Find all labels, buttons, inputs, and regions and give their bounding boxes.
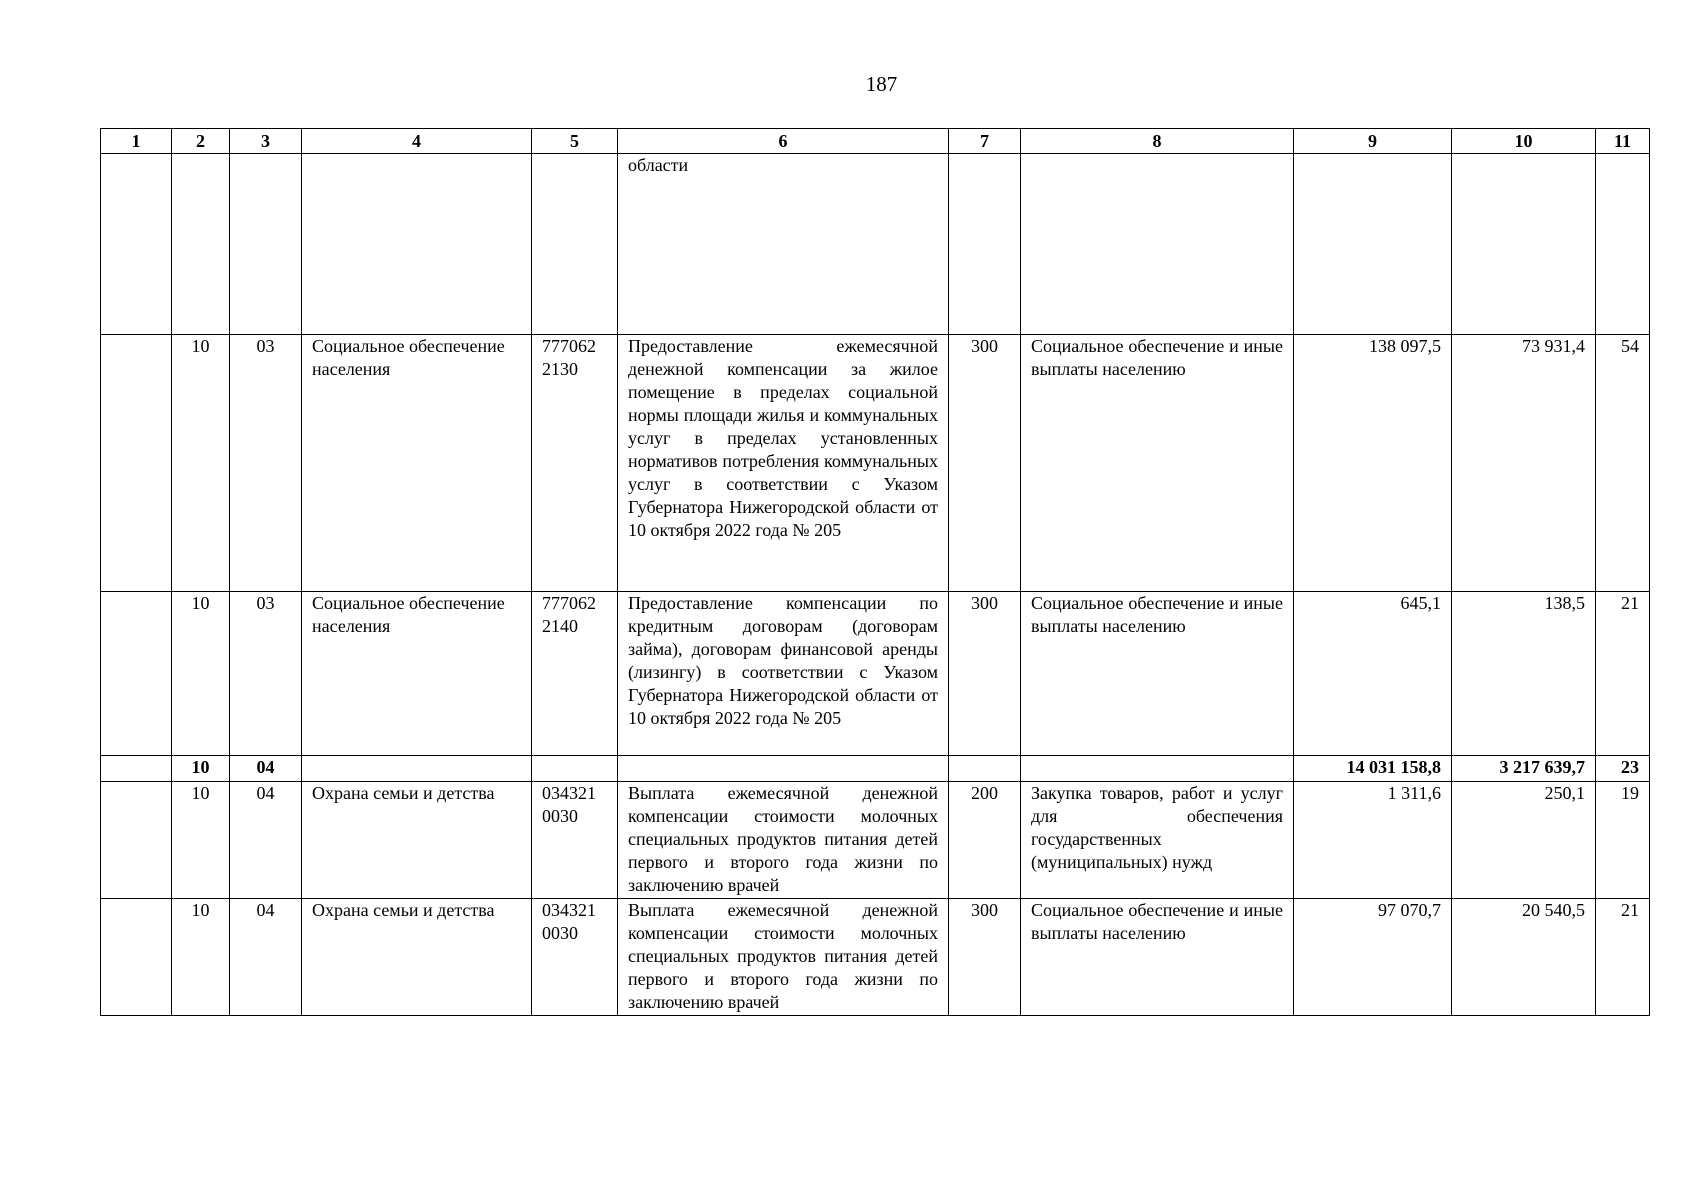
- cell-target-code: [532, 592, 618, 756]
- cell-expense-type-name: [1021, 154, 1294, 335]
- cell-target-code: [532, 782, 618, 899]
- target-code-part1: 777062: [542, 336, 596, 356]
- cell-expense-type-code: 300: [949, 592, 1021, 756]
- cell-subsection: 03: [230, 592, 302, 756]
- cell-expense-type-name: Социальное обеспечение и иные выплаты населению: [1021, 592, 1294, 756]
- cell-amount-plan: 138 097,5: [1294, 335, 1452, 592]
- cell-amount-actual: 250,1: [1452, 782, 1596, 899]
- column-header-11: 11: [1596, 129, 1650, 154]
- column-header-8: 8: [1021, 129, 1294, 154]
- cell-expense-type-name: Социальное обеспечение и иные выплаты населению: [1021, 899, 1294, 1016]
- column-header-3: 3: [230, 129, 302, 154]
- cell-amount-plan: [1294, 154, 1452, 335]
- table-row: [101, 782, 1650, 899]
- column-header-10: 10: [1452, 129, 1596, 154]
- cell-amount-actual: [1452, 154, 1596, 335]
- column-header-6: 6: [618, 129, 949, 154]
- cell-subsection: 04: [230, 782, 302, 899]
- cell-subsection-name: [302, 154, 532, 335]
- table-row-subtotal: [101, 756, 1650, 782]
- cell-target-code: [532, 756, 618, 782]
- target-code-part1: 034321: [542, 783, 596, 803]
- cell-subsection: 04: [230, 756, 302, 782]
- column-header-1: 1: [101, 129, 172, 154]
- budget-table: [100, 128, 1650, 1016]
- cell-percent: 21: [1596, 592, 1650, 756]
- cell-col1: [101, 899, 172, 1016]
- cell-percent: 54: [1596, 335, 1650, 592]
- cell-expense-type-code: 200: [949, 782, 1021, 899]
- column-header-9: 9: [1294, 129, 1452, 154]
- target-code-part2: 0030: [542, 806, 578, 826]
- target-code-part1: 034321: [542, 900, 596, 920]
- cell-target-name: Предоставление компенсации по кредитным договорам (договорам займа), договорам финансовой аренды (лизингу) в соответствии с Указом Губернатора Нижегородской области от 10 октября 2022 года № 205: [618, 592, 949, 756]
- cell-amount-actual: 20 540,5: [1452, 899, 1596, 1016]
- cell-subsection-name: Охрана семьи и детства: [302, 782, 532, 899]
- cell-percent: 19: [1596, 782, 1650, 899]
- cell-section: 10: [172, 782, 230, 899]
- column-header-4: 4: [302, 129, 532, 154]
- cell-section: 10: [172, 592, 230, 756]
- cell-target-name: области: [618, 154, 949, 335]
- cell-subsection-name: Охрана семьи и детства: [302, 899, 532, 1016]
- cell-amount-plan: 14 031 158,8: [1294, 756, 1452, 782]
- target-code-part2: 0030: [542, 923, 578, 943]
- cell-subsection-name: Социальное обеспечение населения: [302, 335, 532, 592]
- table-header-row: [101, 129, 1650, 154]
- cell-target-code: [532, 335, 618, 592]
- cell-col1: [101, 756, 172, 782]
- cell-expense-type-code: 300: [949, 899, 1021, 1016]
- cell-col1: [101, 154, 172, 335]
- table-row: [101, 592, 1650, 756]
- cell-target-name: [618, 756, 949, 782]
- column-header-7: 7: [949, 129, 1021, 154]
- cell-expense-type-code: 300: [949, 335, 1021, 592]
- cell-percent: 23: [1596, 756, 1650, 782]
- table-row: [101, 899, 1650, 1016]
- cell-section: 10: [172, 335, 230, 592]
- cell-section: [172, 154, 230, 335]
- target-code-part2: 2130: [542, 359, 578, 379]
- cell-percent: 21: [1596, 899, 1650, 1016]
- cell-target-name: Выплата ежемесячной денежной компенсации стоимости молочных специальных продуктов питания детей первого и второго года жизни по заключению врачей: [618, 782, 949, 899]
- target-code-part2: 2140: [542, 616, 578, 636]
- column-header-2: 2: [172, 129, 230, 154]
- cell-amount-actual: 73 931,4: [1452, 335, 1596, 592]
- cell-subsection: 03: [230, 335, 302, 592]
- table-row: [101, 154, 1650, 335]
- target-code-part1: 777062: [542, 593, 596, 613]
- cell-subsection-name: Социальное обеспечение населения: [302, 592, 532, 756]
- cell-amount-plan: 645,1: [1294, 592, 1452, 756]
- cell-section: 10: [172, 899, 230, 1016]
- cell-section: 10: [172, 756, 230, 782]
- cell-expense-type-name: [1021, 756, 1294, 782]
- cell-amount-plan: 1 311,6: [1294, 782, 1452, 899]
- cell-expense-type-code: [949, 154, 1021, 335]
- cell-target-code: [532, 154, 618, 335]
- column-header-5: 5: [532, 129, 618, 154]
- cell-target-name: Выплата ежемесячной денежной компенсации стоимости молочных специальных продуктов питания детей первого и второго года жизни по заключению врачей: [618, 899, 949, 1016]
- cell-amount-actual: 3 217 639,7: [1452, 756, 1596, 782]
- cell-subsection: 04: [230, 899, 302, 1016]
- cell-expense-type-name: Закупка товаров, работ и услуг для обеспечения государственных (муниципальных) нужд: [1021, 782, 1294, 899]
- cell-amount-actual: 138,5: [1452, 592, 1596, 756]
- cell-target-name: Предоставление ежемесячной денежной компенсации за жилое помещение в пределах социальной нормы площади жилья и коммунальных услуг в пределах установленных нормативов потребления коммунальных услуг в соответствии с Указом Губернатора Нижегородской области от 10 октября 2022 года № 205: [618, 335, 949, 592]
- cell-target-code: [532, 899, 618, 1016]
- cell-expense-type-name: Социальное обеспечение и иные выплаты населению: [1021, 335, 1294, 592]
- cell-expense-type-code: [949, 756, 1021, 782]
- cell-col1: [101, 782, 172, 899]
- cell-col1: [101, 335, 172, 592]
- table-row: [101, 335, 1650, 592]
- page-number: 187: [865, 72, 898, 96]
- cell-percent: [1596, 154, 1650, 335]
- cell-amount-plan: 97 070,7: [1294, 899, 1452, 1016]
- cell-subsection-name: [302, 756, 532, 782]
- cell-subsection: [230, 154, 302, 335]
- cell-col1: [101, 592, 172, 756]
